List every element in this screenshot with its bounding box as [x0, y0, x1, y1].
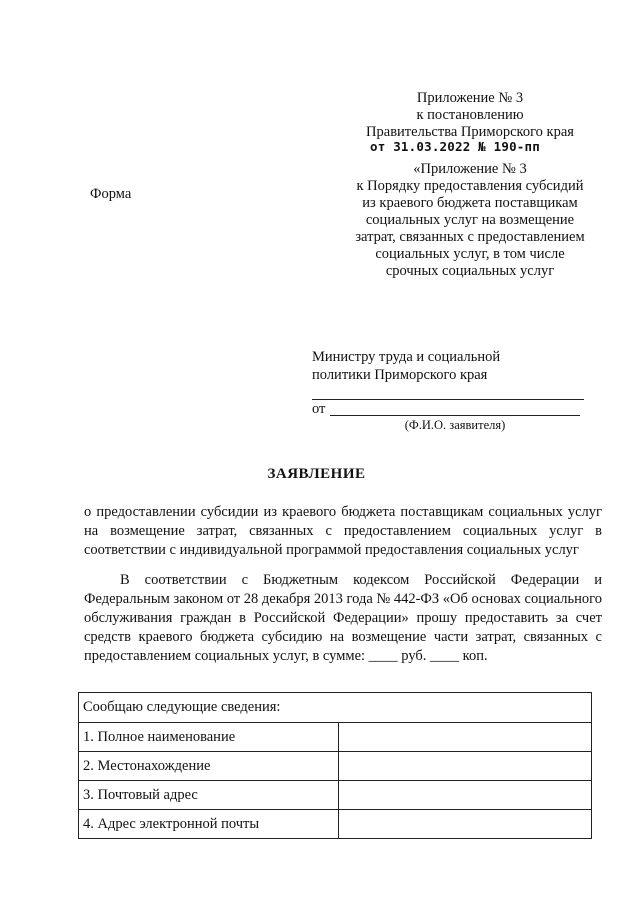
info-table [78, 692, 592, 839]
appendix-line: из краевого бюджета поставщикам [362, 195, 578, 211]
table-row [79, 752, 592, 781]
appendix-header [340, 90, 600, 280]
row-label: 2. Местонахождение [79, 752, 339, 781]
form-label: Форма [90, 186, 132, 202]
table-header-row [79, 693, 592, 723]
applicant-name-blank[interactable] [330, 415, 580, 416]
appendix-line: к Порядку предоставления субсидий [356, 178, 584, 194]
full-name-value[interactable] [339, 723, 592, 752]
addressee-line: политики Приморского края [312, 367, 488, 383]
appendix-line: Правительства Приморского края [366, 124, 574, 140]
from-label: от [312, 401, 326, 417]
appendix-line: социальных услуг, в том числе [375, 246, 565, 262]
postal-address-value[interactable] [339, 781, 592, 810]
row-label: 4. Адрес электронной почты [79, 810, 339, 839]
location-value[interactable] [339, 752, 592, 781]
table-row [79, 810, 592, 839]
addressee-line: Министру труда и социальной [312, 349, 501, 365]
appendix-line: «Приложение № 3 [413, 161, 527, 177]
appendix-line: социальных услуг на возмещение [365, 212, 575, 228]
decree-stamp: от 31.03.2022 № 190-пп [370, 139, 540, 154]
appendix-line: срочных социальных услуг [385, 263, 555, 279]
appendix-line: к постановлению [416, 107, 524, 123]
request-paragraph: В соответствии с Бюджетным кодексом Российской Федерации и Федеральным законом от 28 декабря 2013 года № 442-ФЗ «Об основах социального обслуживания граждан в Российской Федерации» прошу предоставить за счет средств краевого бюджета субсидию на возмещение части затрат, связанных с предоставлением социальных услуг, в сумме: ____ руб. ____ коп. [84, 572, 602, 664]
row-label: 3. Почтовый адрес [79, 781, 339, 810]
appendix-line: затрат, связанных с предоставлением [355, 229, 585, 245]
addressee-blank-line[interactable] [312, 399, 584, 400]
table-row [79, 723, 592, 752]
table-header: Сообщаю следующие сведения: [79, 693, 592, 723]
document-title: ЗАЯВЛЕНИЕ [267, 466, 366, 482]
row-label: 1. Полное наименование [79, 723, 339, 752]
table-row [79, 781, 592, 810]
appendix-line: Приложение № 3 [416, 90, 524, 106]
document-subject: о предоставлении субсидии из краевого бюджета поставщикам социальных услуг на возмещение затрат, связанных с предоставлением социальных услуг в соответствии с индивидуальной программой предоставления социальных услуг [84, 504, 602, 558]
email-value[interactable] [339, 810, 592, 839]
addressee-block [312, 348, 592, 384]
applicant-name-caption: (Ф.И.О. заявителя) [404, 418, 506, 432]
